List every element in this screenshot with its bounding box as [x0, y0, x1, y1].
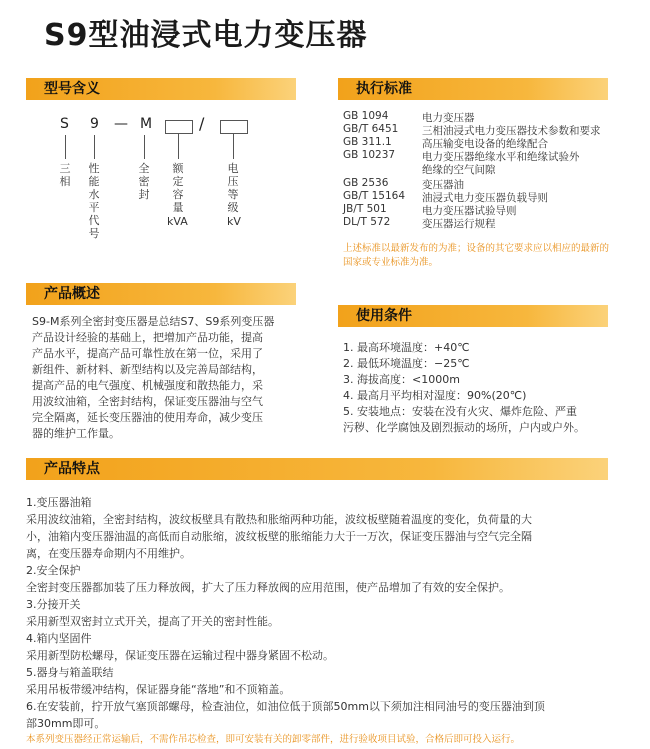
line-cap [178, 134, 179, 159]
std-code: DL/T 572 [343, 216, 391, 228]
line-s [65, 135, 66, 159]
std-code: GB 10237 [343, 149, 396, 161]
condition-item: 1. 最高环境温度：+40℃ [343, 341, 470, 354]
feature-text: 小，油箱内变压器油温的高低而自动胀缩，波纹板壁的胀缩能力大于一万次，保证变压器油与空气完全隔 [26, 530, 532, 543]
std-desc: 油浸式电力变压器负载导则 [422, 192, 548, 204]
section-bar-overview [26, 283, 296, 305]
std-code: GB 1094 [343, 110, 389, 122]
feature-heading: 3.分接开关 [26, 598, 81, 611]
std-desc: 变压器运行规程 [422, 218, 496, 230]
section-bar-conditions [338, 305, 608, 327]
unit-kv: kV [227, 215, 241, 228]
label-voltage: 电压等级 [227, 162, 239, 214]
std-desc: 高压输变电设备的绝缘配合 [422, 138, 548, 150]
voltage-box [220, 120, 248, 134]
line-volt [233, 134, 234, 159]
model-m: M [140, 116, 153, 132]
section-bar-features [26, 458, 608, 480]
label-capacity: 额定容量 [172, 162, 184, 214]
feature-heading: 5.器身与箱盖联结 [26, 666, 114, 679]
note-line: 国家或专业标准为准。 [343, 257, 439, 268]
label-performance: 性能水平代号 [88, 162, 100, 240]
std-code: GB 2536 [343, 177, 389, 189]
feature-text: 全密封变压器都加装了压力释放阀，扩大了压力释放阀的应用范围，使产品增加了有效的安全保护。 [26, 581, 510, 594]
feature-heading: 2.安全保护 [26, 564, 81, 577]
overview-line: 提高产品的电气强度、机械强度和散热能力，采 [32, 379, 263, 392]
section-bar-standards [338, 78, 608, 100]
feature-text: 采用新型双密封立式开关，提高了开关的密封性能。 [26, 615, 279, 628]
section-title-model: 型号含义 [44, 81, 100, 97]
line-9 [94, 135, 95, 159]
feature-text: 采用新型防松螺母，保证变压器在运输过程中器身紧固不松动。 [26, 649, 334, 662]
feature-text: 6.在安装前，拧开放气塞顶部螺母，检查油位，如油位低于顶部50mm以下须加注相同油号的变压器油到顶 [26, 700, 545, 713]
unit-kva: kVA [167, 215, 188, 228]
line-m [144, 135, 145, 159]
feature-text: 采用波纹油箱，全密封结构，波纹板壁具有散热和胀缩两种功能，波纹板壁随着温度的变化，负荷量的大 [26, 513, 532, 526]
overview-line: 产品水平，提高产品可靠性放在第一位，采用了 [32, 347, 263, 360]
std-code: JB/T 501 [343, 203, 387, 215]
std-desc: 变压器油 [422, 179, 464, 191]
overview-line: 器的维护工作量。 [32, 427, 120, 440]
feature-heading: 4.箱内坚固件 [26, 632, 92, 645]
std-desc: 电力变压器绝缘水平和绝缘试验外 [422, 151, 580, 163]
feature-text: 离，在变压器寿命期内不用维护。 [26, 547, 191, 560]
std-code: GB/T 15164 [343, 190, 406, 202]
section-title-standards: 执行标准 [356, 81, 412, 97]
overview-line: 产品设计经验的基础上，把增加产品功能，提高 [32, 331, 263, 344]
overview-line: S9-M系列全密封变压器是总结S7、S9系列变压器 [32, 315, 275, 328]
feature-text: 采用吊板带缓冲结构，保证器身能“落地”和不顶箱盖。 [26, 683, 291, 696]
condition-item: 4. 最高月平均相对湿度：90%(20℃) [343, 389, 527, 402]
overview-line: 新组件、新材料、新型结构以及完善局部结构， [32, 363, 263, 376]
std-code: GB 311.1 [343, 136, 392, 148]
std-desc: 电力变压器 [422, 112, 475, 124]
std-desc: 绝缘的空气间隙 [422, 164, 496, 176]
condition-item: 5. 安装地点：安装在没有火灾、爆炸危险、严重 [343, 405, 577, 418]
section-title-overview: 产品概述 [44, 286, 100, 302]
model-dash: — [114, 116, 128, 132]
capacity-box [165, 120, 193, 134]
page-title: S9型油浸式电力变压器 [44, 18, 368, 53]
std-desc: 三相油浸式电力变压器技术参数和要求 [422, 125, 601, 137]
footer-note: 本系列变压器经正常运输后，不需作吊芯检查，即可安装有关的卸零部件，进行验收项目试验，合格后即可投入运行。 [26, 734, 521, 745]
std-desc: 电力变压器试验导则 [422, 205, 517, 217]
section-title-conditions: 使用条件 [356, 308, 412, 324]
std-code: GB/T 6451 [343, 123, 399, 135]
model-s: S [60, 116, 69, 132]
section-title-features: 产品特点 [44, 461, 100, 477]
model-9: 9 [90, 116, 99, 132]
feature-heading: 1.变压器油箱 [26, 496, 92, 509]
condition-item: 污秽、化学腐蚀及剧烈振动的场所，户内或户外。 [343, 421, 585, 434]
label-sealed: 全密封 [138, 162, 150, 201]
feature-text: 部30mm即可。 [26, 717, 106, 730]
label-three-phase: 三相 [59, 162, 71, 188]
condition-item: 2. 最低环境温度：−25℃ [343, 357, 470, 370]
overview-line: 用波纹油箱，全密封结构，保证变压器油与空气 [32, 395, 263, 408]
model-slash: / [199, 114, 205, 133]
note-line: 上述标准以最新发布的为准；设备的其它要求应以相应的最新的 [343, 243, 610, 254]
condition-item: 3. 海拔高度：<1000m [343, 373, 460, 386]
section-bar-model [26, 78, 296, 100]
overview-line: 完全隔离，延长变压器油的使用寿命，减少变压 [32, 411, 263, 424]
